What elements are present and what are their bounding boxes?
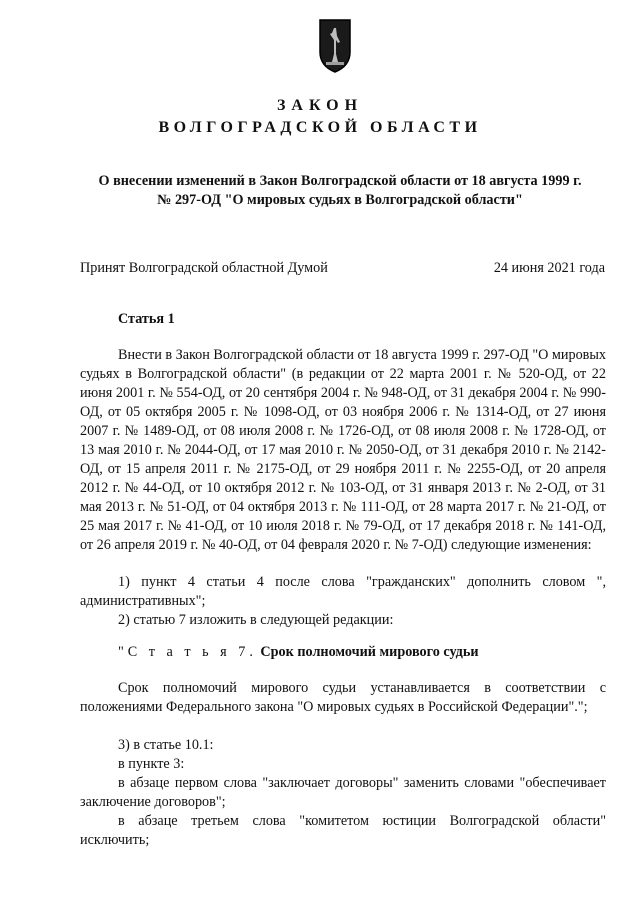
- adopted-by: Принят Волгоградской областной Думой: [80, 260, 328, 276]
- law-region: ВОЛГОГРАДСКОЙ ОБЛАСТИ: [158, 119, 482, 136]
- law-subject: [60, 172, 620, 210]
- article-7-prefix: "С т а т ь я 7.: [118, 644, 257, 660]
- coat-of-arms-icon: [318, 18, 352, 74]
- item-3: 3) в статье 10.1:: [118, 737, 214, 753]
- article-1-text: Внести в Закон Волгоградской области от 18 августа 1999 г. 297-ОД "О мировых судьях в Волгоградской области" (в редакции от 22 марта 2001 г. № 520-ОД, от 22 июня 2001 г. № 554-ОД, от 20 сентября 2004 г. № 948-ОД, от 31 декабря 2004 г. № 990-ОД, от 05 октября 2005 г. № 1098-ОД, от 03 ноября 2006 г. № 1314-ОД, от 27 июня 2007 г. № 1489-ОД, от 08 июля 2008 г. № 1726-ОД, от 08 июля 2008 г. № 1728-ОД, от 13 мая 2010 г. № 2044-ОД, от 17 мая 2010 г. № 2050-ОД, от 31 декабря 2010 г. № 2142-ОД, от 15 апреля 2011 г. № 2175-ОД, от 29 ноября 2011 г. № 2255-ОД, от 20 апреля 2012 г. № 44-ОД, от 10 октября 2012 г. № 103-ОД, от 31 января 2013 г. № 2-ОД, от 31 мая 2013 г. № 51-ОД, от 04 октября 2013 г. № 111-ОД, от 28 марта 2017 г. № 21-ОД, от 25 мая 2017 г. № 41-ОД, от 10 июля 2018 г. № 79-ОД, от 17 декабря 2018 г. № 141-ОД, от 26 апреля 2019 г. № 40-ОД, от 04 февраля 2020 г. № 7-ОД) следующие изменения:: [80, 347, 606, 553]
- article-7-text: Срок полномочий мирового судьи устанавливается в соответствии с положениями Федерального закона "О мировых судьях в Российской Федерации".";: [80, 680, 606, 715]
- article-1-item-1: 1) пункт 4 статьи 4 после слова "гражданских" дополнить словом ", административных";: [80, 574, 606, 609]
- subject-line-2: № 297-ОД "О мировых судьях в Волгоградской области": [157, 192, 523, 208]
- adoption-date: 24 июня 2021 года: [493, 260, 605, 276]
- article-1-item-2: 2) статью 7 изложить в следующей редакции:: [118, 612, 394, 628]
- law-title: ЗАКОН: [276, 97, 364, 114]
- article-7-heading: [118, 644, 479, 661]
- paragraph-first-change: в абзаце первом слова "заключает договоры" заменить словами "обеспечивает заключение договоров";: [80, 775, 606, 810]
- article-7-title: Срок полномочий мирового судьи: [260, 644, 479, 660]
- point-3: в пункте 3:: [118, 756, 185, 772]
- article-1-heading: Статья 1: [118, 311, 175, 327]
- subject-line-1: О внесении изменений в Закон Волгоградской области от 18 августа 1999 г.: [98, 173, 582, 189]
- adoption-info: [80, 260, 605, 277]
- paragraph-third-change: в абзаце третьем слова "комитетом юстиции Волгоградской области" исключить;: [80, 813, 606, 848]
